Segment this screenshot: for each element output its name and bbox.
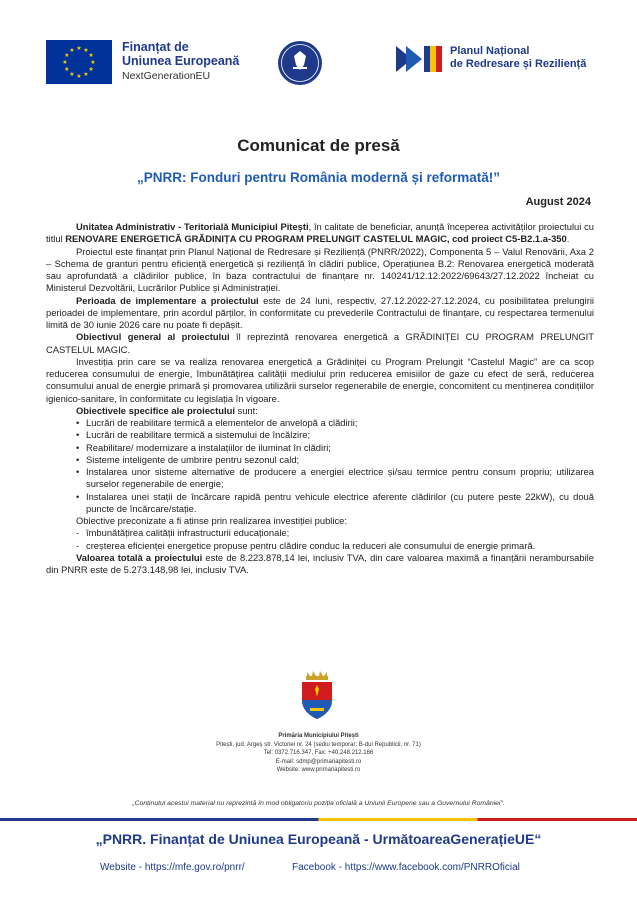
svg-text:★: ★	[76, 73, 82, 80]
eu-line-1: Finanțat de	[122, 40, 189, 54]
pnrr-line-2: de Redresare și Reziliență	[450, 58, 587, 70]
paragraph-funding: Proiectul este finanțat prin Planul Național de Redresare și Reziliență (PNRR/2022), Componenta 5 – Valul Renovării, Axa 2 – Schema de granturi pentru eficiență energetică și reziliență în clădiri publice, Operațiunea B.2: Renovarea energetică moderată sau aprofundată a clădirilor publice, în baza contractului de finanțare nr. 140241/12.12.2022/69643/27.12.2022 încheiat cu Ministerul Dezvoltării, Lucrărilor Publice și Administrației.	[46, 245, 594, 294]
primaria-address: Pitești, jud. Argeș str. Victoriei nr. 24 (sediu temporar: B-dul Republicii, nr. 71)	[216, 741, 421, 748]
footer-slogan: „PNRR. Finanțat de Uniunea Europeană - UrmătoareaGenerațieUE“	[95, 831, 542, 847]
paragraph-investment: Investiția prin care se va realiza renovarea energetică a Grădiniței cu Program Prelungit “Castelul Magic” are ca scop reducerea consumului de energie, îmbunătățirea calității mediului prin reducerea emisiilor de gaze cu efect de seră, reducerea consumului anual de energie primară și promovarea utilizării surselor regenerabile de energie, concomitent cu menținerea condițiilor igienico-sanitare, în conformitate cu legislația în vigoare.	[46, 355, 594, 404]
paragraph-intro	[46, 221, 594, 246]
period-text: este de 24 luni, respectiv, 27.12.2022-27.12.2024, cu posibilitatea prelungirii perioadei de implementare, prin acordul părților, în conformitate cu prevederile Contractului de finanțare, cu respectarea termenului limită de 30 iunie 2026 care nu poate fi depășit.	[46, 294, 595, 330]
eu-line-2: Uniunea Europeană	[122, 54, 240, 68]
pitesti-coat-of-arms-icon	[298, 670, 336, 720]
expected-objectives-list	[76, 527, 594, 552]
primaria-phone: Tel: 0372.716.347, Fax: +40.248.212.166	[263, 750, 374, 757]
list-item: - creșterea eficienței energetice propuse pentru clădire conduc la reduceri ale consumului de energie primară.	[76, 540, 594, 552]
svg-text:★: ★	[64, 52, 70, 59]
svg-text:★: ★	[69, 71, 75, 79]
intro-text: , în calitate de beneficiar, anunță începerea activităților proiectului cu titlul	[46, 221, 594, 245]
list-item: - îmbunătățirea calității infrastructurii educaționale;	[76, 527, 594, 539]
romanian-government-seal-icon	[277, 40, 323, 86]
svg-text:★: ★	[88, 52, 94, 59]
pnrr-logo-icon	[396, 42, 444, 76]
beneficiary-name: Unitatea Administrativ - Teritorială Municipiul Pitești	[76, 221, 309, 232]
facebook-link[interactable]: Facebook - https://www.facebook.com/PNRROficial	[292, 862, 520, 873]
svg-text:★: ★	[69, 46, 75, 54]
svg-text:★: ★	[90, 59, 96, 66]
primaria-email: E-mail: sdmp@primariapitesti.ro	[275, 758, 362, 765]
svg-text:★: ★	[64, 66, 70, 73]
specific-objectives-label: Obiectivele specifice ale proiectului	[76, 404, 235, 416]
eu-flag-icon	[46, 40, 112, 84]
specific-objectives-text: sunt:	[234, 404, 258, 416]
list-item: • Reabilitare/ modernizare a instalațiilor de iluminat în clădiri;	[76, 442, 594, 454]
flag-stripe	[0, 818, 637, 821]
paragraph-specific-objectives	[46, 405, 594, 417]
release-date: August 2024	[525, 196, 591, 208]
paragraph-general-objective	[46, 331, 594, 356]
total-value-label: Valoarea totală a proiectului	[76, 551, 203, 563]
total-value-text: este de 8.223.878,14 lei, inclusiv TVA, din care valoarea maximă a finanțării nerambursabile din PNRR este de 5.273.148,98 lei, inclusiv TVA.	[46, 551, 594, 575]
header-logos	[46, 38, 594, 88]
primaria-contact	[0, 732, 637, 775]
paragraph-period	[46, 295, 594, 332]
disclaimer: „Conținutul acestui material nu reprezintă în mod obligatoriu poziția oficială a Uniunii Europene sau a Guvernului României”.	[132, 800, 505, 807]
paragraph-expected: Obiective preconizate a fi atinse prin realizarea investiției publice:	[76, 515, 347, 526]
pnrr-line-1: Planul Național	[450, 45, 530, 57]
general-objective-label: Obiectivul general al proiectului	[76, 331, 230, 343]
period-label: Perioada de implementare a proiectului	[76, 294, 259, 306]
list-item: • Lucrări de reabilitare termică a elementelor de anvelopă a clădirii;	[76, 417, 594, 429]
primaria-website: Website: www.primariapitesti.ro	[276, 767, 361, 774]
page-subtitle: „PNRR: Fonduri pentru România modernă și reformată!”	[136, 170, 501, 185]
svg-text:★: ★	[76, 45, 82, 52]
list-item: • Sisteme inteligente de umbrire pentru sezonul cald;	[76, 454, 594, 466]
eu-line-3: NextGenerationEU	[122, 70, 211, 82]
svg-text:★: ★	[88, 66, 94, 73]
svg-text:★: ★	[83, 71, 89, 79]
specific-objectives-list	[76, 417, 594, 515]
press-release-body	[46, 221, 594, 576]
primaria-name: Primăria Municipiului Pitești	[278, 733, 359, 739]
svg-text:★: ★	[83, 46, 89, 54]
list-item: • Instalarea unei stații de încărcare rapidă pentru vehicule electrice aferente clădirilor (cu putere peste 22kW), cu două puncte de încărcare/stație.	[76, 491, 594, 516]
eu-funding-text	[122, 40, 272, 83]
intro-end: .	[566, 233, 570, 245]
project-title: RENOVARE ENERGETICĂ GRĂDINIȚA CU PROGRAM PRELUNGIT CASTELUL MAGIC, cod proiect C5-B2.1.a-350	[65, 233, 567, 245]
list-item: • Instalarea unor sisteme alternative de producere a energiei electrice și/sau termice pentru consum propriu; utilizarea surselor regenerabile de energie;	[76, 466, 594, 491]
website-link[interactable]: Website - https://mfe.gov.ro/pnrr/	[100, 862, 245, 873]
paragraph-total-value	[46, 552, 594, 577]
list-item: • Lucrări de reabilitare termică a sistemului de încălzire;	[76, 429, 594, 441]
page-title: Comunicat de presă	[237, 136, 400, 155]
general-objective-text: îl reprezintă renovarea energetică a GRĂDINIȚEI CU PROGRAM PRELUNGIT CASTELUL MAGIC.	[46, 331, 594, 355]
pnrr-logo-text	[450, 45, 620, 71]
svg-text:★: ★	[62, 59, 68, 66]
